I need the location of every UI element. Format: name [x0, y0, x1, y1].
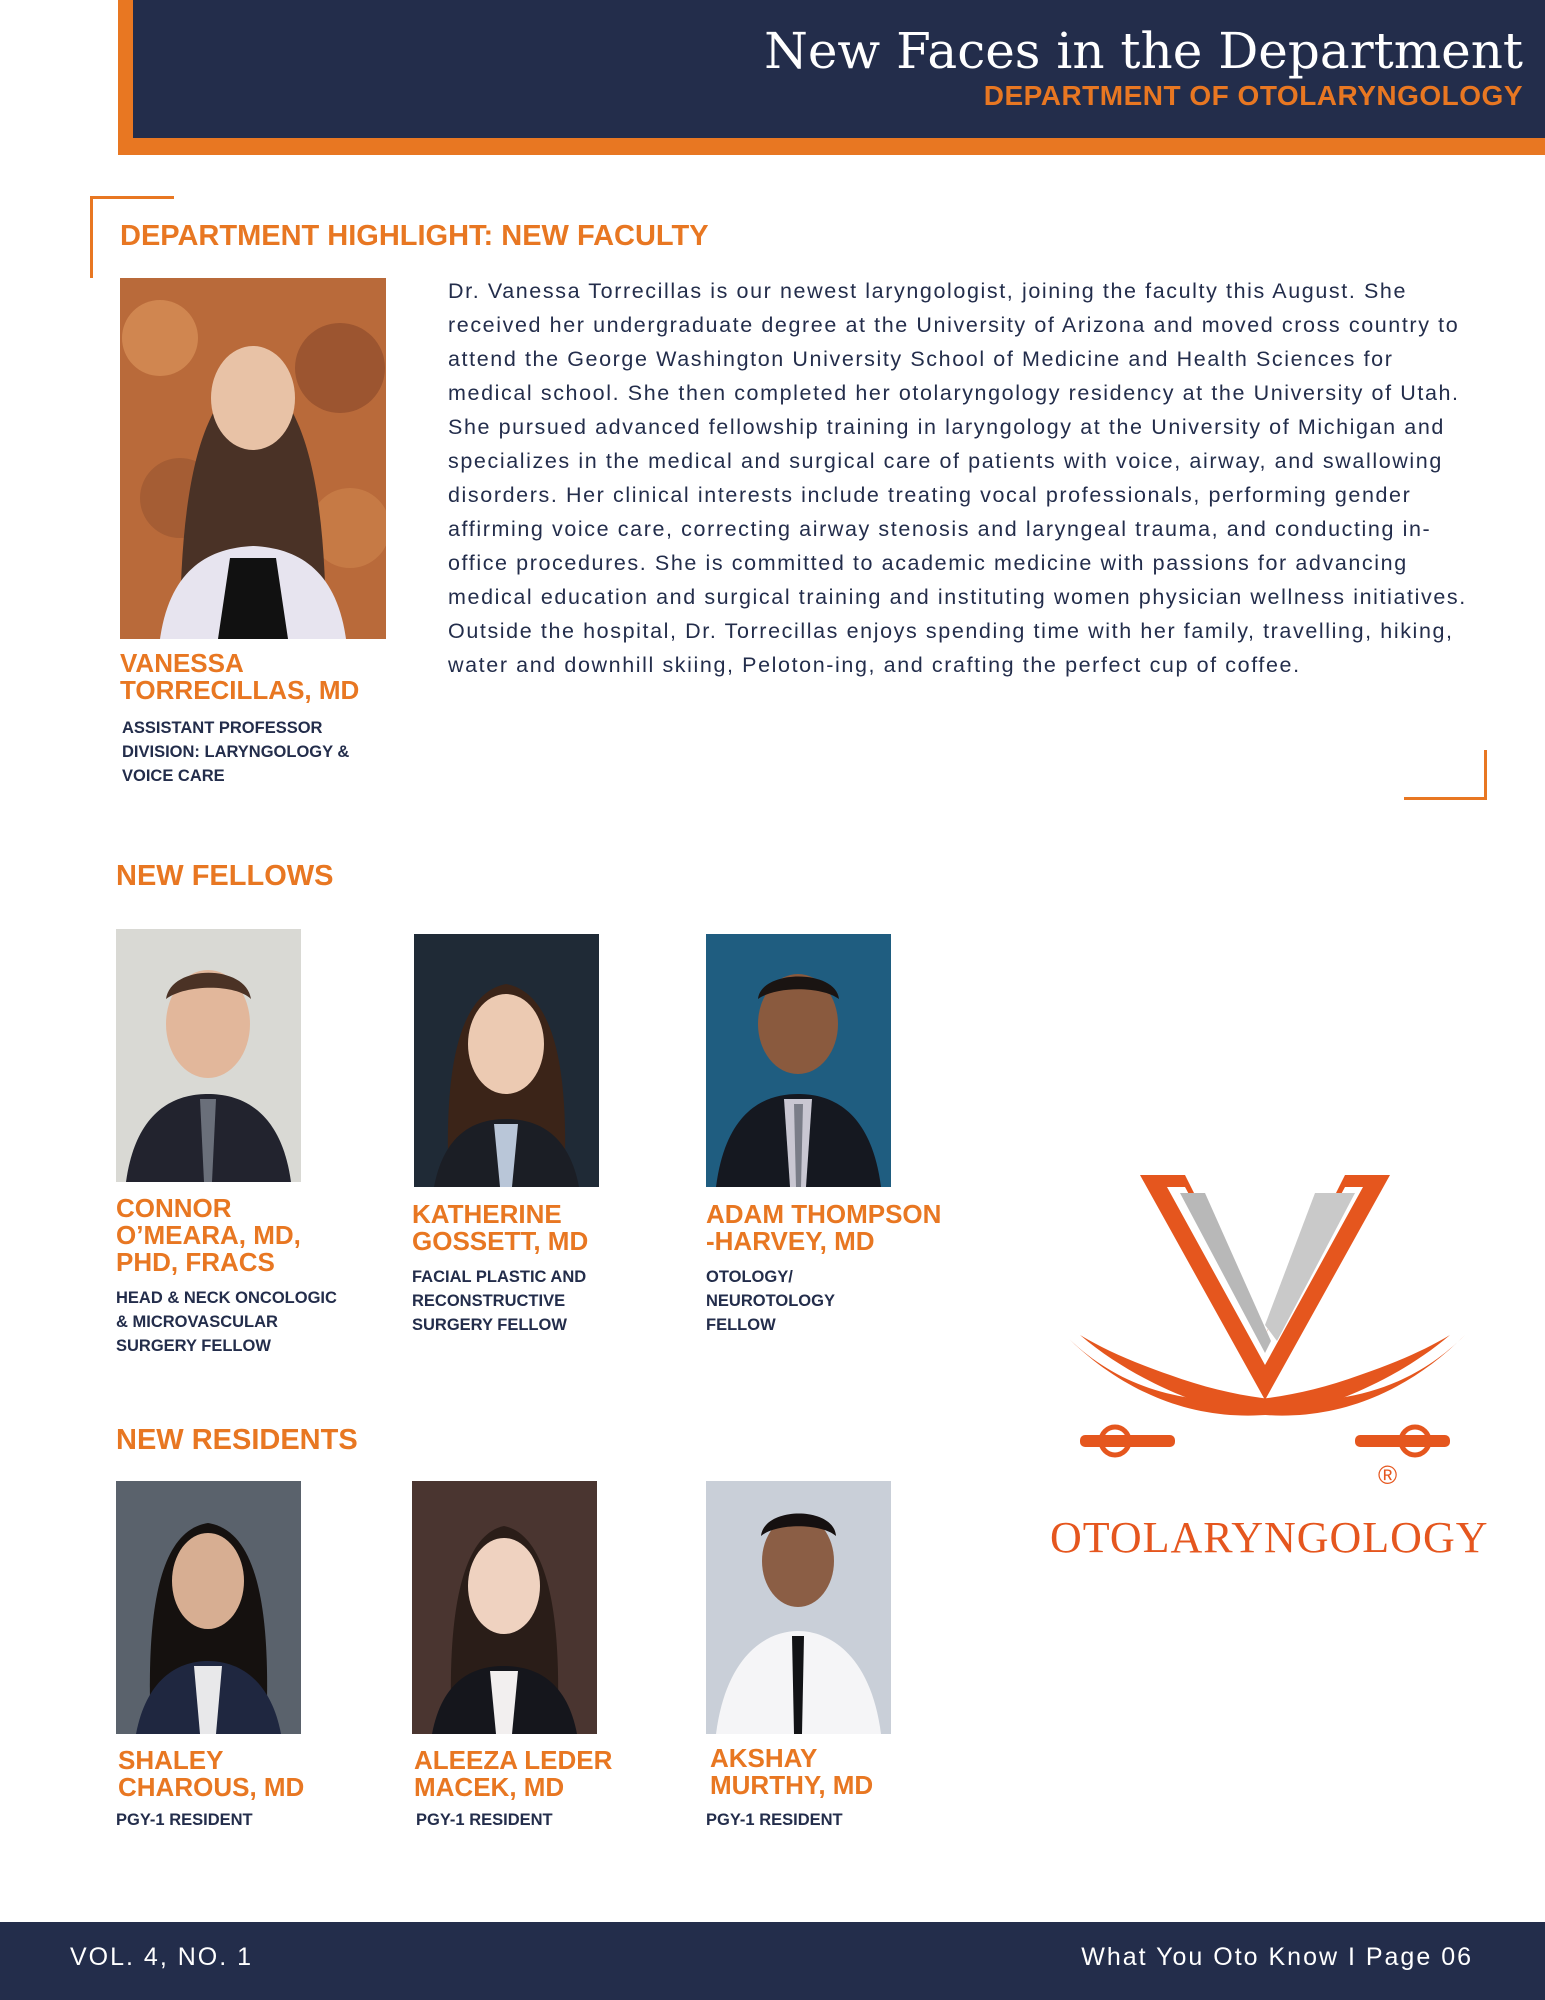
fellow-photo — [706, 934, 891, 1187]
resident-photo — [412, 1481, 597, 1734]
resident-role: PGY-1 RESIDENT — [416, 1811, 553, 1829]
fellow-photo — [116, 929, 301, 1182]
fellows-heading: NEW FELLOWS — [116, 860, 334, 892]
department-name: DEPARTMENT OF OTOLARYNGOLOGY — [983, 80, 1523, 111]
resident-photo — [706, 1481, 891, 1734]
faculty-name: VANESSA TORRECILLAS, MD — [120, 648, 360, 705]
logo-wordmark: OTOLARYNGOLOGY — [1050, 1513, 1489, 1562]
fellow-name: KATHERINE GOSSETT, MD — [412, 1199, 589, 1256]
faculty-bio: Dr. Vanessa Torrecillas is our newest laryngologist, joining the faculty this August. She received her undergraduate degree at the University of Arizona and moved cross country to attend the George Washington University School of Medicine and Health Sciences for medical school. She then completed her otolaryngology residency at the University of Utah. She pursued advanced fellowship training in laryngology at the University of Michigan and specializes in the medical and surgical care of patients with voice, airway, and swallowing disorders. Her clinical interests include treating vocal professionals, performing gender affirming voice care, correcting airway stenosis and laryngeal trauma, and conducting in-office procedures. She is committed to academic medicine with passions for advancing medical education and surgical training and instituting women physician wellness initiatives. Outside the hospital, Dr. Torrecillas enjoys spending time with her family, travelling, hiking, water and downhill skiing, Peloton-ing, and crafting the perfect cup of coffee. — [448, 279, 1467, 677]
resident-role: PGY-1 RESIDENT — [116, 1811, 253, 1829]
faculty-heading: DEPARTMENT HIGHLIGHT: NEW FACULTY — [120, 220, 709, 252]
otolaryngology-logo — [1055, 1165, 1475, 1490]
resident-role: PGY-1 RESIDENT — [706, 1811, 843, 1829]
fellow-photo — [414, 934, 599, 1187]
fellow-role: OTOLOGY/ NEUROTOLOGY FELLOW — [706, 1268, 835, 1334]
issue-number: VOL. 4, NO. 1 — [70, 1943, 254, 1971]
resident-name: SHALEY CHAROUS, MD — [118, 1745, 305, 1802]
resident-name: AKSHAY MURTHY, MD — [710, 1743, 874, 1800]
corner-bracket-bottom — [1404, 797, 1487, 800]
corner-bracket-top — [90, 196, 174, 199]
resident-name: ALEEZA LEDER MACEK, MD — [414, 1745, 613, 1802]
resident-photo — [116, 1481, 301, 1734]
corner-bracket-top-side — [90, 196, 93, 278]
residents-heading: NEW RESIDENTS — [116, 1424, 358, 1456]
page-number: What You Oto Know I Page 06 — [1081, 1943, 1473, 1971]
fellow-role: FACIAL PLASTIC AND RECONSTRUCTIVE SURGERY FELLOW — [412, 1268, 587, 1334]
fellow-name: CONNOR O’MEARA, MD, PHD, FRACS — [116, 1193, 301, 1277]
page-title: New Faces in the Department — [764, 22, 1523, 80]
corner-bracket-bottom-side — [1484, 750, 1487, 800]
registered-mark: ® — [1378, 1460, 1398, 1490]
faculty-photo — [120, 278, 386, 639]
fellow-role: HEAD & NECK ONCOLOGIC & MICROVASCULAR SURGERY FELLOW — [116, 1289, 337, 1355]
fellow-name: ADAM THOMPSON -HARVEY, MD — [706, 1199, 942, 1256]
faculty-role: ASSISTANT PROFESSOR DIVISION: LARYNGOLOGY & VOICE CARE — [122, 719, 350, 785]
